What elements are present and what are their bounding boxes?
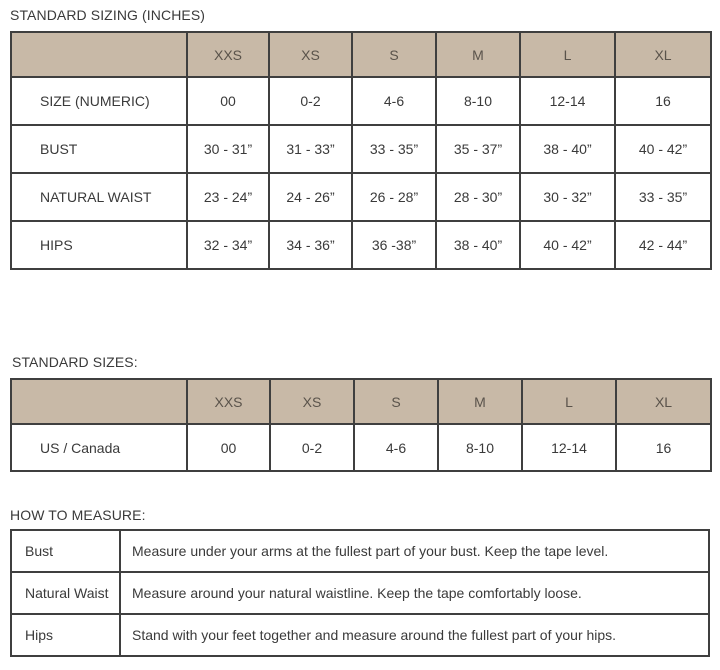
table-cell: 8-10 [436,77,520,125]
header-corner [11,32,187,77]
table-cell: 0-2 [270,424,354,471]
sizes-chart-title: STANDARD SIZES: [12,354,138,370]
size-header: M [436,32,520,77]
table-row [11,572,709,614]
size-header: L [522,379,616,424]
size-header: XXS [187,32,269,77]
sizes-chart-header-row [11,379,711,424]
size-header: XL [616,379,711,424]
table-cell: 38 - 40” [436,221,520,269]
table-cell: 40 - 42” [615,125,711,173]
size-header: XXS [187,379,270,424]
measure-description: Measure under your arms at the fullest part of your bust. Keep the tape level. [120,530,709,572]
size-header: S [354,379,438,424]
table-cell: 28 - 30” [436,173,520,221]
measure-description: Stand with your feet together and measure around the fullest part of your hips. [120,614,709,656]
table-cell: 4-6 [352,77,436,125]
table-cell: 8-10 [438,424,522,471]
table-cell: 12-14 [522,424,616,471]
measure-label: Bust [11,530,120,572]
table-cell: 00 [187,424,270,471]
table-cell: 23 - 24” [187,173,269,221]
sizes-chart-table [10,378,712,472]
row-label: SIZE (NUMERIC) [11,77,187,125]
table-cell: 35 - 37” [436,125,520,173]
table-cell: 36 -38” [352,221,436,269]
row-label: HIPS [11,221,187,269]
table-cell: 0-2 [269,77,352,125]
row-label: US / Canada [11,424,187,471]
table-cell: 33 - 35” [615,173,711,221]
table-cell: 31 - 33” [269,125,352,173]
table-cell: 4-6 [354,424,438,471]
table-row [11,77,711,125]
size-header: XS [269,32,352,77]
table-cell: 30 - 31” [187,125,269,173]
table-row [11,125,711,173]
table-row [11,530,709,572]
table-cell: 40 - 42” [520,221,615,269]
table-cell: 00 [187,77,269,125]
table-row [11,221,711,269]
table-cell: 24 - 26” [269,173,352,221]
size-header: M [438,379,522,424]
size-header: XS [270,379,354,424]
row-label: NATURAL WAIST [11,173,187,221]
measure-label: Hips [11,614,120,656]
how-to-measure-table [10,529,710,657]
header-corner [11,379,187,424]
table-cell: 34 - 36” [269,221,352,269]
table-row [11,173,711,221]
how-to-measure-title: HOW TO MEASURE: [10,507,146,523]
table-row [11,614,709,656]
size-chart-table [10,31,712,270]
size-header: S [352,32,436,77]
measure-label: Natural Waist [11,572,120,614]
table-cell: 33 - 35” [352,125,436,173]
size-header: L [520,32,615,77]
size-chart-title: STANDARD SIZING (INCHES) [10,7,206,23]
measure-description: Measure around your natural waistline. Keep the tape comfortably loose. [120,572,709,614]
size-header: XL [615,32,711,77]
table-cell: 32 - 34” [187,221,269,269]
table-cell: 26 - 28” [352,173,436,221]
table-cell: 42 - 44” [615,221,711,269]
table-cell: 16 [615,77,711,125]
row-label: BUST [11,125,187,173]
size-chart-header-row [11,32,711,77]
table-cell: 16 [616,424,711,471]
table-cell: 12-14 [520,77,615,125]
table-cell: 30 - 32” [520,173,615,221]
table-cell: 38 - 40” [520,125,615,173]
table-row [11,424,711,471]
